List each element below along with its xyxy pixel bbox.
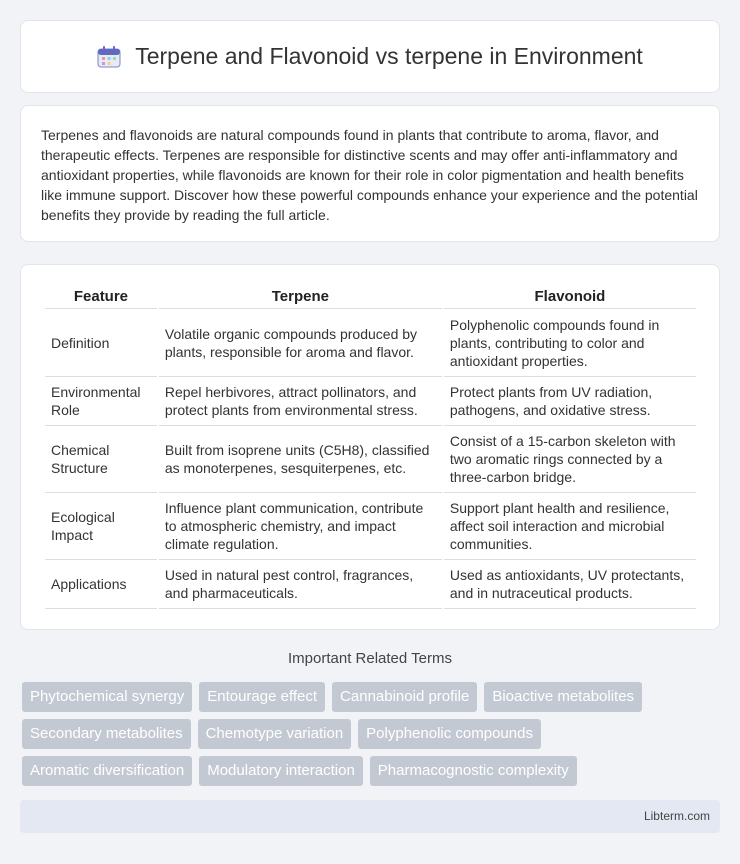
- table-row: [45, 309, 696, 377]
- terpene-cell: Repel herbivores, attract pollinators, and protect plants from environmental stress.: [159, 377, 442, 426]
- intro-card: [20, 105, 720, 242]
- header-flavonoid: Flavonoid: [444, 285, 696, 309]
- related-term-tag[interactable]: Bioactive metabolites: [484, 682, 642, 712]
- terpene-cell: Built from isoprene units (C5H8), classified as monoterpenes, sesquiterpenes, etc.: [159, 426, 442, 493]
- terpene-cell: Volatile organic compounds produced by plants, responsible for aroma and flavor.: [159, 309, 442, 377]
- feature-cell: Ecological Impact: [45, 493, 157, 560]
- table-row: [45, 493, 696, 560]
- flavonoid-cell: Support plant health and resilience, affect soil interaction and microbial communities.: [444, 493, 696, 560]
- footer-site-link[interactable]: Libterm.com: [643, 809, 710, 823]
- related-terms-list: [22, 682, 722, 793]
- header-terpene: Terpene: [159, 285, 442, 309]
- comparison-table-card: [20, 264, 720, 630]
- feature-cell: Environmental Role: [45, 377, 157, 426]
- header-card: [20, 20, 720, 93]
- related-term-tag[interactable]: Secondary metabolites: [22, 719, 191, 749]
- table-row: [45, 426, 696, 493]
- flavonoid-cell: Consist of a 15-carbon skeleton with two aromatic rings connected by a three-carbon bridge.: [444, 426, 696, 493]
- feature-cell: Chemical Structure: [45, 426, 157, 493]
- related-term-tag[interactable]: Pharmacognostic complexity: [370, 756, 577, 786]
- terpene-cell: Influence plant communication, contribute to atmospheric chemistry, and impact climate regulation.: [159, 493, 442, 560]
- footer: [20, 800, 720, 833]
- related-term-tag[interactable]: Modulatory interaction: [199, 756, 363, 786]
- table-row: [45, 377, 696, 426]
- intro-text: Terpenes and flavonoids are natural compounds found in plants that contribute to aroma, flavor, and therapeutic effects. Terpenes are responsible for distinctive scents and may offer anti-inflammatory and antioxidant properties, while flavonoids are known for their role in color pigmentation and health benefits like immune support. Discover how these powerful compounds enhance your experience and the potential benefits they provide by reading the full article.: [41, 127, 698, 223]
- related-term-tag[interactable]: Entourage effect: [199, 682, 325, 712]
- related-term-tag[interactable]: Polyphenolic compounds: [358, 719, 541, 749]
- table-row: [45, 560, 696, 609]
- flavonoid-cell: Protect plants from UV radiation, pathogens, and oxidative stress.: [444, 377, 696, 426]
- terpene-cell: Used in natural pest control, fragrances, and pharmaceuticals.: [159, 560, 442, 609]
- related-term-tag[interactable]: Chemotype variation: [198, 719, 352, 749]
- flavonoid-cell: Polyphenolic compounds found in plants, contributing to color and antioxidant properties.: [444, 309, 696, 377]
- header-feature: Feature: [45, 285, 157, 309]
- related-term-tag[interactable]: Phytochemical synergy: [22, 682, 192, 712]
- calendar-icon: [97, 46, 121, 68]
- feature-cell: Applications: [45, 560, 157, 609]
- comparison-table: [43, 285, 698, 609]
- flavonoid-cell: Used as antioxidants, UV protectants, and in nutraceutical products.: [444, 560, 696, 609]
- related-terms-title: Important Related Terms: [288, 650, 452, 667]
- related-term-tag[interactable]: Aromatic diversification: [22, 756, 192, 786]
- feature-cell: Definition: [45, 309, 157, 377]
- related-term-tag[interactable]: Cannabinoid profile: [332, 682, 477, 712]
- page-title: Terpene and Flavonoid vs terpene in Environment: [135, 43, 643, 69]
